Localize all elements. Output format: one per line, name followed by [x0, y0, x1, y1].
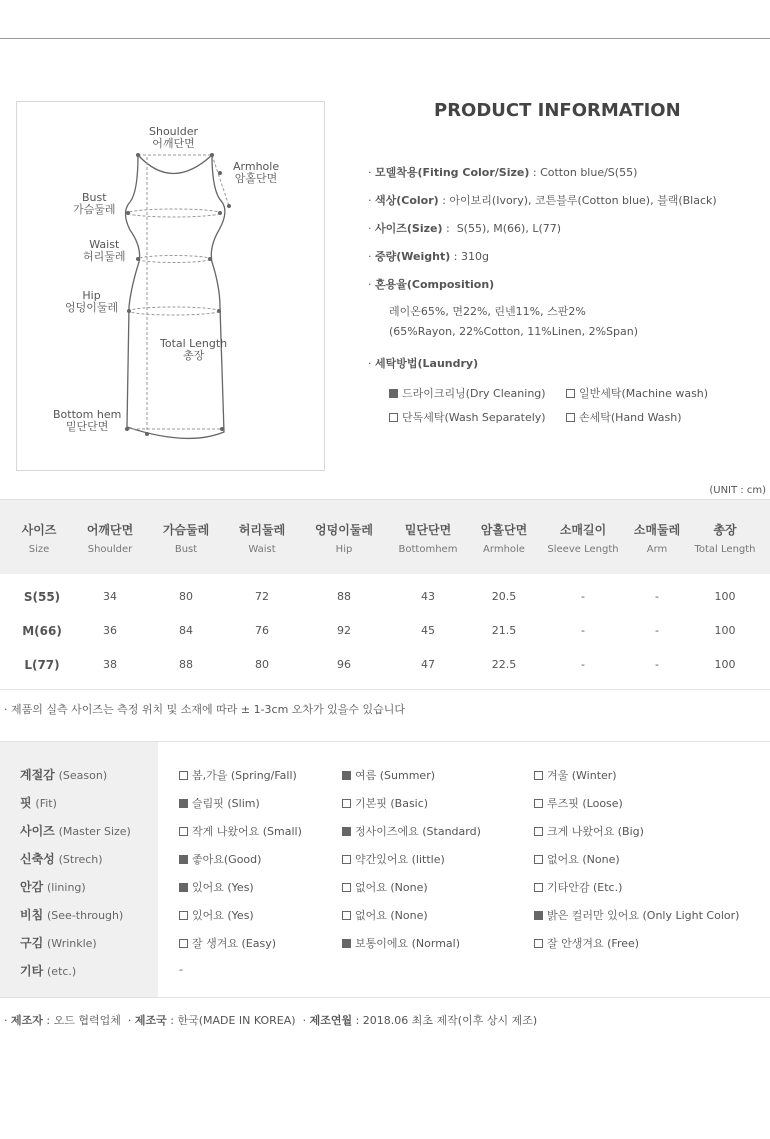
checkbox-unchecked [342, 799, 351, 808]
header-bust: 가슴둘레 [162, 523, 210, 537]
checkbox-checked [342, 939, 351, 948]
info-composition: · 혼용율(Composition) [368, 278, 495, 291]
table-cell: 76 [255, 624, 269, 637]
checkbox-unchecked [342, 855, 351, 864]
attribute-label: 사이즈 (Master Size) [20, 824, 131, 838]
header-en-size: Size [28, 544, 50, 555]
checkbox-checked [179, 799, 188, 808]
attribute-value: - [179, 963, 183, 976]
header-en-arm: Arm [646, 544, 668, 555]
label-shoulder: Shoulder 어깨단면 [149, 125, 198, 150]
table-cell: 92 [337, 624, 351, 637]
size-note: · 제품의 실측 사이즈는 측정 위치 및 소재에 따라 ± 1-3cm 오차가 있을수 있습니다 [4, 703, 406, 716]
table-cell: 38 [103, 658, 117, 671]
header-en-hip: Hip [335, 544, 353, 555]
attribute-option: 있어요 (Yes) [179, 907, 254, 923]
checkbox-unchecked [342, 883, 351, 892]
table-cell: - [581, 590, 585, 603]
header-en-bust: Bust [174, 544, 198, 555]
label-bottom-hem: Bottom hem 밑단단면 [53, 408, 122, 433]
checkbox-checked [342, 827, 351, 836]
attribute-option: 봄,가을 (Spring/Fall) [179, 767, 297, 783]
checkbox-unchecked [179, 939, 188, 948]
attribute-option: 밝은 컬러만 있어요 (Only Light Color) [534, 907, 739, 923]
manufacturer-info: · 제조자 : 오드 협력업체 · 제조국 : 한국(MADE IN KOREA) · 제조연월 : 2018.06 최초 제작(이후 상시 제조) [4, 1014, 538, 1027]
header-en-bottomhem: Bottomhem [398, 544, 458, 555]
attribute-option: 있어요 (Yes) [179, 879, 254, 895]
table-cell: 88 [337, 590, 351, 603]
table-cell: 43 [421, 590, 435, 603]
table-cell: 34 [103, 590, 117, 603]
label-bust: Bust 가슴둘레 [73, 191, 116, 216]
laundry-hand-wash: 손세탁(Hand Wash) [566, 409, 682, 425]
checkbox-unchecked [534, 855, 543, 864]
checkbox-unchecked [566, 389, 575, 398]
header-en-waist: Waist [248, 544, 276, 555]
info-laundry: · 세탁방법(Laundry) [368, 357, 479, 370]
composition-ko: 레이온65%, 면22%, 린넨11%, 스판2% [389, 305, 586, 318]
attribute-option: 여름 (Summer) [342, 767, 435, 783]
table-cell: 36 [103, 624, 117, 637]
table-cell: 21.5 [491, 624, 517, 637]
table-cell: 80 [179, 590, 193, 603]
checkbox-unchecked [389, 413, 398, 422]
attribute-label: 기타 (etc.) [20, 964, 77, 978]
table-cell: 100 [714, 658, 736, 671]
table-cell: 72 [255, 590, 269, 603]
checkbox-unchecked [566, 413, 575, 422]
table-cell: 84 [179, 624, 193, 637]
top-divider [0, 38, 770, 39]
checkbox-checked [179, 883, 188, 892]
size-table [0, 499, 770, 690]
label-total-length: Total Length 총장 [160, 337, 228, 362]
table-cell: 22.5 [491, 658, 517, 671]
size-diagram [16, 101, 325, 471]
attribute-option: 좋아요(Good) [179, 851, 261, 867]
attribute-option: 없어요 (None) [534, 851, 620, 867]
table-cell: 88 [179, 658, 193, 671]
attribute-option: 잘 안생겨요 (Free) [534, 935, 639, 951]
unit-label: (UNIT : cm) [709, 485, 766, 496]
label-armhole: Armhole 암홀단면 [233, 160, 280, 185]
label-waist: Waist 허리둘레 [83, 238, 126, 263]
header-waist: 허리둘레 [238, 523, 286, 537]
table-cell: L(77) [24, 658, 60, 672]
checkbox-unchecked [534, 827, 543, 836]
table-cell: 47 [421, 658, 435, 671]
header-en-shoulder: Shoulder [87, 544, 133, 555]
table-cell: S(55) [23, 590, 61, 604]
attribute-option: 겨울 (Winter) [534, 767, 617, 783]
table-cell: - [655, 590, 659, 603]
attribute-option: 슬림핏 (Slim) [179, 795, 260, 811]
table-cell: 80 [255, 658, 269, 671]
size-table-bottom-line [0, 689, 770, 690]
laundry-machine-wash: 일반세탁(Machine wash) [566, 385, 708, 401]
info-model-size: · 모델착용(Fiting Color/Size) : Cotton blue/S(55) [368, 166, 638, 179]
checkbox-unchecked [534, 799, 543, 808]
checkbox-checked [534, 911, 543, 920]
attribute-option: 약간있어요 (little) [342, 851, 445, 867]
header-armhole: 암홀단면 [480, 523, 528, 537]
header-sleeve-length: 소매길이 [559, 523, 607, 537]
info-weight: · 중량(Weight) : 310g [368, 250, 489, 263]
header-arm: 소매둘레 [633, 523, 681, 537]
attribute-label: 핏 (Fit) [20, 796, 57, 810]
table-cell: 100 [714, 624, 736, 637]
table-cell: - [581, 658, 585, 671]
table-cell: 96 [337, 658, 351, 671]
checkbox-unchecked [534, 771, 543, 780]
product-info-title: PRODUCT INFORMATION [434, 100, 681, 121]
checkbox-unchecked [179, 827, 188, 836]
checkbox-checked [179, 855, 188, 864]
attribute-label: 계절감 (Season) [20, 768, 108, 782]
attribute-option: 보통이에요 (Normal) [342, 935, 460, 951]
checkbox-unchecked [342, 911, 351, 920]
info-size: · 사이즈(Size) : S(55), M(66), L(77) [368, 222, 562, 235]
attribute-option: 루즈핏 (Loose) [534, 795, 623, 811]
composition-en: (65%Rayon, 22%Cotton, 11%Linen, 2%Span) [389, 325, 639, 338]
checkbox-checked [342, 771, 351, 780]
attribute-option: 없어요 (None) [342, 879, 428, 895]
attribute-option: 작게 나왔어요 (Small) [179, 823, 302, 839]
header-total-length: 총장 [713, 523, 737, 537]
attribute-label: 신축성 (Strech) [20, 852, 103, 866]
table-cell: M(66) [22, 624, 62, 638]
header-en-total-length: Total Length [694, 544, 756, 555]
table-cell: - [655, 658, 659, 671]
header-bottomhem: 밑단단면 [404, 523, 452, 537]
attribute-option: 기타안감 (Etc.) [534, 879, 622, 895]
header-size: 사이즈 [21, 523, 57, 537]
table-cell: - [655, 624, 659, 637]
header-hip: 엉덩이둘레 [315, 523, 373, 537]
table-cell: - [581, 624, 585, 637]
header-en-sleeve-length: Sleeve Length [547, 544, 619, 555]
attribute-option: 기본핏 (Basic) [342, 795, 428, 811]
attribute-option: 정사이즈에요 (Standard) [342, 823, 481, 839]
divider [0, 997, 770, 998]
info-color: · 색상(Color) : 아이보리(Ivory), 코튼블루(Cotton blue), 블랙(Black) [368, 194, 717, 207]
header-shoulder: 어깨단면 [86, 523, 134, 537]
checkbox-unchecked [179, 911, 188, 920]
laundry-dry-cleaning: 드라이크리닝(Dry Cleaning) [389, 385, 546, 401]
attribute-label: 구김 (Wrinkle) [20, 936, 97, 950]
laundry-wash-separately: 단독세탁(Wash Separately) [389, 409, 546, 425]
label-hip: Hip 엉덩이둘레 [65, 289, 119, 314]
table-cell: 100 [714, 590, 736, 603]
attribute-label: 안감 (lining) [20, 880, 86, 894]
table-cell: 20.5 [491, 590, 517, 603]
checkbox-unchecked [534, 883, 543, 892]
attribute-option: 없어요 (None) [342, 907, 428, 923]
checkbox-unchecked [534, 939, 543, 948]
checkbox-unchecked [179, 771, 188, 780]
attribute-option: 잘 생겨요 (Easy) [179, 935, 276, 951]
attribute-label: 비침 (See-through) [20, 908, 124, 922]
table-cell: 45 [421, 624, 435, 637]
attribute-option: 크게 나왔어요 (Big) [534, 823, 644, 839]
header-en-armhole: Armhole [483, 544, 525, 555]
checkbox-checked [389, 389, 398, 398]
